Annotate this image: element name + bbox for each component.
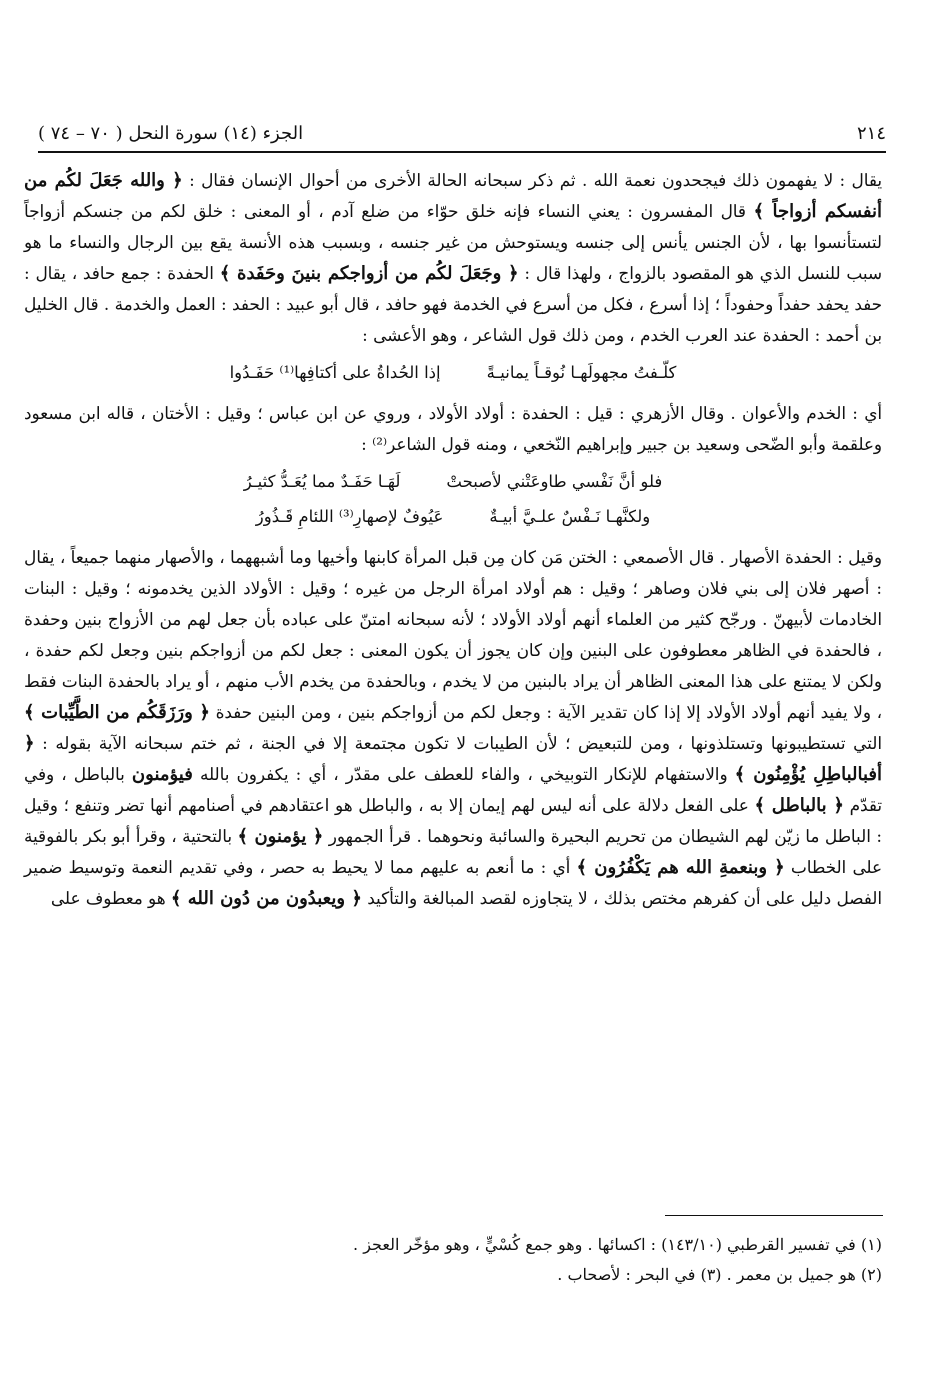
hemistich-second: عَيُوفٌ لإصهارِ⁽³⁾ اللئامِ قَـذُورُ xyxy=(255,507,444,526)
text-run: بالباطل ، وفي تقدّم xyxy=(24,764,882,815)
hemistich-first: كلّـفتُ مجهولَهـا نُوقـاً يمانيـةً xyxy=(486,363,677,382)
footnotes xyxy=(24,1230,882,1290)
text-run: قال المفسرون : يعني النساء فإنه خلق حوّاء من ضلع آدم ، أو المعنى : خلق لكم من جنسكم أزواجاً لتستأنسوا بها ، لأن الجنس يأنس إلى جنسه ويستوحش من غير جنسه ، وبسبب هذه الأنسة يقع بين الرجال والنساء ما هو سبب للنسل الذي هو المقصود بالزواج ، ولهذا قال : xyxy=(24,201,882,283)
hemistich-first: فلو أنَّ نَفْسي طاوعَتْني لأصبحتْ xyxy=(446,472,663,491)
text-run: الحفدة : جمع حافد ، يقال : حفد يحفد حفداً وحفوداً ؛ إذا أسرع ، فكل من أسرع في الخدمة فهو حافد ، قال أبو عبيد : الحفد : العمل والخدمة . قال الخليل بن أحمد : الحفدة عند العرب الخدم ، ومن ذلك قول الشاعر ، وهو الأعشى : xyxy=(23,263,882,345)
text-run: يقال : لا يفهمون ذلك فيجحدون نعمة الله . ثم ذكر سبحانه الحالة الأخرى من أحوال الإنسان فقال : xyxy=(182,170,882,190)
quran-quote: فيؤمنون xyxy=(131,764,193,785)
quran-quote: ﴿ بالباطل ﴾ xyxy=(754,795,844,816)
poem-verses-1 xyxy=(24,357,882,390)
quran-quote: ﴿ يؤمنون ﴾ xyxy=(237,826,324,847)
footnote: (٢) هو جميل بن معمر . (٣) في البحر : لأصحاب . xyxy=(557,1265,882,1284)
text-run: التي تستطيبونها وتستلذونها ، ومن للتبعيض ؛ لأن الطيبات لا تكون مجتمعة إلا في الجنة ، ثم ختم سبحانه الآية بقوله : xyxy=(34,733,882,753)
header-divider xyxy=(38,151,886,153)
text-run: على الفعل دلالة على أنه ليس لهم إيمان إلا به ، والباطل هو اعتقادهم في أصنامهم أنها تضر وتنفع ؛ وقيل : الباطل ما زيّن لهم الشيطان من تحريم البحيرة والسائبة ونحوهما . قرأ الجمهور xyxy=(24,795,882,846)
text-run: وقيل : الحفدة الأصهار . قال الأصمعي : الختن مَن كان مِن قبل المرأة كابنها وأخيها وما أشبههما ، والأصهار منهما جميعاً ، يقال : أصهر فلان إلى بني فلان وصاهر ؛ وقيل : هم أولاد امرأة الرجل من غيره ؛ وقيل : الأولاد الذين يخدمونه ؛ وقيل : البنات الخادمات لأبيهنّ . ورجّح كثير من العلماء أنهم أولاد الأولاد ؛ لأنه سبحانه امتنّ على عباده بأن جعل لهم من الأزواج بنين وحفدة ، فالحفدة في الظاهر معطوفون على البنين وإن كان يجوز أن يكون المعنى : جعل لكم من أزواجكم بنين وجعل لكم حفدة ، ولكن لا يمتنع على هذا المعنى الظاهر أن يراد بالبنين من لا يخدم ، وبالحفدة من يخدم الأب منهم ، أو يراد بالحفدة البنات فقط ، ولا يفيد أنهم أولاد الأولاد إلا إذا كان تقدير الآية : وجعل لكم من أزواجكم بنين ، ومن البنين حفدة xyxy=(24,547,882,722)
main-text xyxy=(24,165,882,914)
text-run: أي : الخدم والأعوان . وقال الأزهري : قيل : الحفدة : أولاد الأولاد ، وروي عن ابن عباس ؛ وقيل : الأختان ، قاله ابن مسعود وعلقمة وأبو الضّحى وسعيد بن جبير وإبراهيم النّخعي ، ومنه قول الشاعر⁽²⁾ : xyxy=(24,403,882,454)
quran-quote: ﴿ وجَعَلَ لكُم من أزواجكم بنينَ وحَفَدة ﴾ xyxy=(219,263,519,284)
page-header xyxy=(38,118,886,148)
quran-quote: ﴿ ورَزَقَكُم من الطَّيِّبات ﴾ xyxy=(24,702,210,723)
footnote-divider xyxy=(665,1215,883,1216)
hemistich-first: ولكنَّهـا نَـفْسٌ علـيَّ أبيـةٌ xyxy=(489,507,651,526)
paragraph xyxy=(24,542,882,914)
quran-quote: ﴿ وبنعمةِ الله هم يَكْفُرُون ﴾ xyxy=(576,857,785,878)
page-number: ٢١٤ xyxy=(856,122,886,144)
text-run: والاستفهام للإنكار التوبيخي ، والفاء للعطف على مقدّر ، أي : يكفرون بالله xyxy=(192,764,735,784)
footnote: (١) في تفسير القرطبي (١٤٣/١٠) : اكسائها . وهو جمع كُسْيٍّ ، وهو مؤخّر العجز . xyxy=(353,1235,882,1254)
quran-quote: ﴿ ويعبدُون من دُون الله ﴾ xyxy=(170,888,362,909)
poem-line xyxy=(24,466,882,499)
paragraph xyxy=(24,165,882,351)
text-run: بالتحتية ، وقرأ أبو بكر بالفوقية على الخطاب xyxy=(24,826,882,877)
poem-line xyxy=(24,357,882,390)
hemistich-second: إذا الحُداةُ على أكتافِها⁽¹⁾ حَفَـدُوا xyxy=(229,363,441,382)
text-run: أي : ما أنعم به عليهم مما لا يحيط به حصر ، وفي تقديم النعمة وتوسيط ضمير الفصل دليل على أن كفرهم مختص بذلك ، لا يتجاوزه لقصد المبالغة والتأكيد xyxy=(24,857,882,908)
running-title: الجزء (١٤) سورة النحل ( ٧٠ – ٧٤ ) xyxy=(38,122,304,144)
paragraph xyxy=(24,398,882,460)
hemistich-second: لَهَـا حَفَـدٌ مما يُعَـدُّ كثيـرُ xyxy=(243,472,401,491)
text-run: هو معطوف على xyxy=(50,888,171,908)
quran-quote: ﴿ والله جَعَلَ لكُم من أنفسكم أزواجاً ﴾ xyxy=(24,170,883,222)
quran-quote: ﴿ أفبالباطِلِ يُؤْمِنُون ﴾ xyxy=(24,733,882,785)
poem-line xyxy=(24,501,882,534)
poem-verses-2 xyxy=(24,466,882,534)
